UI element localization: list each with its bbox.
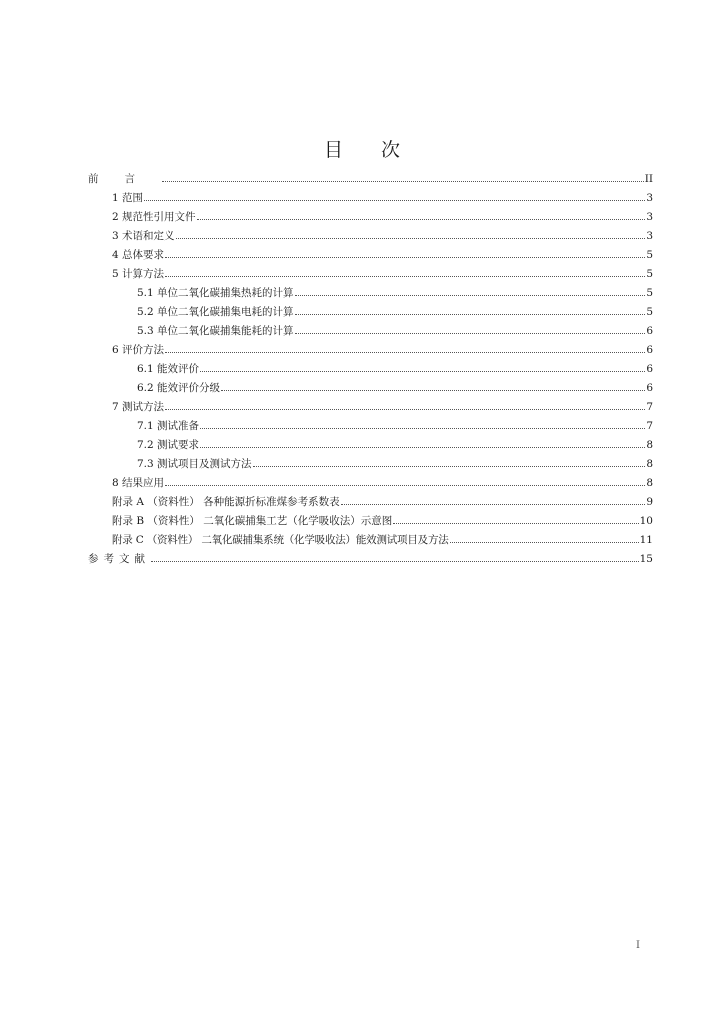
- toc-entry-7-3[interactable]: [137, 455, 653, 474]
- toc-entry-7-1[interactable]: [137, 417, 653, 436]
- toc-entry-label: 4 总体要求: [112, 249, 165, 261]
- toc-entry-general-requirements[interactable]: [112, 246, 653, 265]
- toc-entry-label: 6.2 能效评价分级: [137, 382, 221, 394]
- toc-entry-label: 5.3 单位二氧化碳捕集能耗的计算: [137, 325, 294, 337]
- toc-entry-label: 7 测试方法: [112, 401, 165, 413]
- toc-entry-5-1[interactable]: [137, 284, 653, 303]
- toc-entry-label: 7.1 测试准备: [137, 420, 200, 432]
- toc-leader-dots: [144, 200, 645, 201]
- toc-entry-appendix-c[interactable]: [112, 531, 653, 550]
- toc-entry-label: 8 结果应用: [112, 477, 165, 489]
- toc-entry-label: 2 规范性引用文件: [112, 211, 196, 223]
- toc-leader-dots: [151, 561, 639, 562]
- toc-entry-calculation-methods[interactable]: [112, 265, 653, 284]
- toc-leader-dots: [200, 371, 645, 372]
- toc-entry-page: 3: [646, 192, 653, 204]
- toc-entry-page: 3: [646, 211, 653, 223]
- toc-entry-5-2[interactable]: [137, 303, 653, 322]
- toc-entry-page: 6: [646, 382, 653, 394]
- toc-entry-7-2[interactable]: [137, 436, 653, 455]
- toc-entry-page: 3: [646, 230, 653, 242]
- toc-leader-dots: [450, 542, 639, 543]
- toc-entry-page: 11: [639, 534, 653, 546]
- toc-leader-dots: [197, 219, 646, 220]
- toc-entry-6-2[interactable]: [137, 379, 653, 398]
- toc-entry-page: 5: [646, 249, 653, 261]
- toc-leader-dots: [341, 504, 646, 505]
- toc-entry-label: 5.2 单位二氧化碳捕集电耗的计算: [137, 306, 294, 318]
- toc-entry-6-1[interactable]: [137, 360, 653, 379]
- toc-entry-page: 7: [646, 401, 653, 413]
- page-title: 目 次: [323, 139, 417, 161]
- toc-entry-label: 前言: [88, 173, 161, 185]
- toc-entry-scope[interactable]: [112, 189, 653, 208]
- toc-leader-dots: [253, 466, 646, 467]
- toc-entry-page: 5: [646, 287, 653, 299]
- toc-entry-label: 1 范围: [112, 192, 144, 204]
- toc-entry-page: 5: [646, 306, 653, 318]
- toc-leader-dots: [165, 485, 645, 486]
- toc-entry-page: 6: [646, 344, 653, 356]
- toc-entry-page: 15: [639, 553, 653, 565]
- toc-entry-appendix-b[interactable]: [112, 512, 653, 531]
- toc-entry-page: 9: [646, 496, 653, 508]
- toc-leader-dots: [393, 523, 638, 524]
- toc-entry-bibliography[interactable]: [88, 550, 653, 569]
- toc-entry-page: 6: [646, 363, 653, 375]
- toc-entry-test-methods[interactable]: [112, 398, 653, 417]
- page-number: I: [636, 940, 640, 951]
- toc-entry-label: 7.3 测试项目及测试方法: [137, 458, 252, 470]
- toc-entry-5-3[interactable]: [137, 322, 653, 341]
- toc-leader-dots: [162, 181, 644, 182]
- toc-leader-dots: [165, 409, 645, 410]
- toc-leader-dots: [200, 428, 645, 429]
- toc-entry-label: 7.2 测试要求: [137, 439, 200, 451]
- toc-leader-dots: [165, 276, 645, 277]
- toc-entry-page: 7: [646, 420, 653, 432]
- toc-entry-page: 5: [646, 268, 653, 280]
- toc-entry-result-application[interactable]: [112, 474, 653, 493]
- toc-entry-page: 6: [646, 325, 653, 337]
- toc-entry-label: 附录 B （资料性） 二氧化碳捕集工艺（化学吸收法）示意图: [112, 515, 393, 527]
- toc-leader-dots: [165, 352, 645, 353]
- toc-leader-dots: [295, 333, 646, 334]
- toc-entry-label: 附录 A （资料性） 各种能源折标准煤参考系数表: [112, 496, 340, 508]
- toc-leader-dots: [295, 295, 646, 296]
- toc-entry-label: 6.1 能效评价: [137, 363, 200, 375]
- toc-entry-foreword[interactable]: [88, 170, 653, 189]
- toc-leader-dots: [200, 447, 645, 448]
- toc-entry-evaluation-methods[interactable]: [112, 341, 653, 360]
- toc-entry-page: II: [644, 173, 653, 185]
- toc-entry-page: 8: [646, 477, 653, 489]
- toc-leader-dots: [176, 238, 646, 239]
- toc-entry-page: 8: [646, 458, 653, 470]
- toc-entry-label: 附录 C （资料性） 二氧化碳捕集系统（化学吸收法）能效测试项目及方法: [112, 534, 449, 546]
- toc-entry-label: 参考文献: [88, 553, 150, 565]
- toc-entry-normative-references[interactable]: [112, 208, 653, 227]
- toc-entry-label: 5.1 单位二氧化碳捕集热耗的计算: [137, 287, 294, 299]
- toc-entry-label: 5 计算方法: [112, 268, 165, 280]
- toc-entry-page: 10: [639, 515, 653, 527]
- toc-entry-appendix-a[interactable]: [112, 493, 653, 512]
- toc-entry-terms-definitions[interactable]: [112, 227, 653, 246]
- toc-leader-dots: [165, 257, 645, 258]
- toc-leader-dots: [295, 314, 646, 315]
- toc-leader-dots: [221, 390, 645, 391]
- toc-entry-label: 6 评价方法: [112, 344, 165, 356]
- toc-entry-page: 8: [646, 439, 653, 451]
- toc-entry-label: 3 术语和定义: [112, 230, 175, 242]
